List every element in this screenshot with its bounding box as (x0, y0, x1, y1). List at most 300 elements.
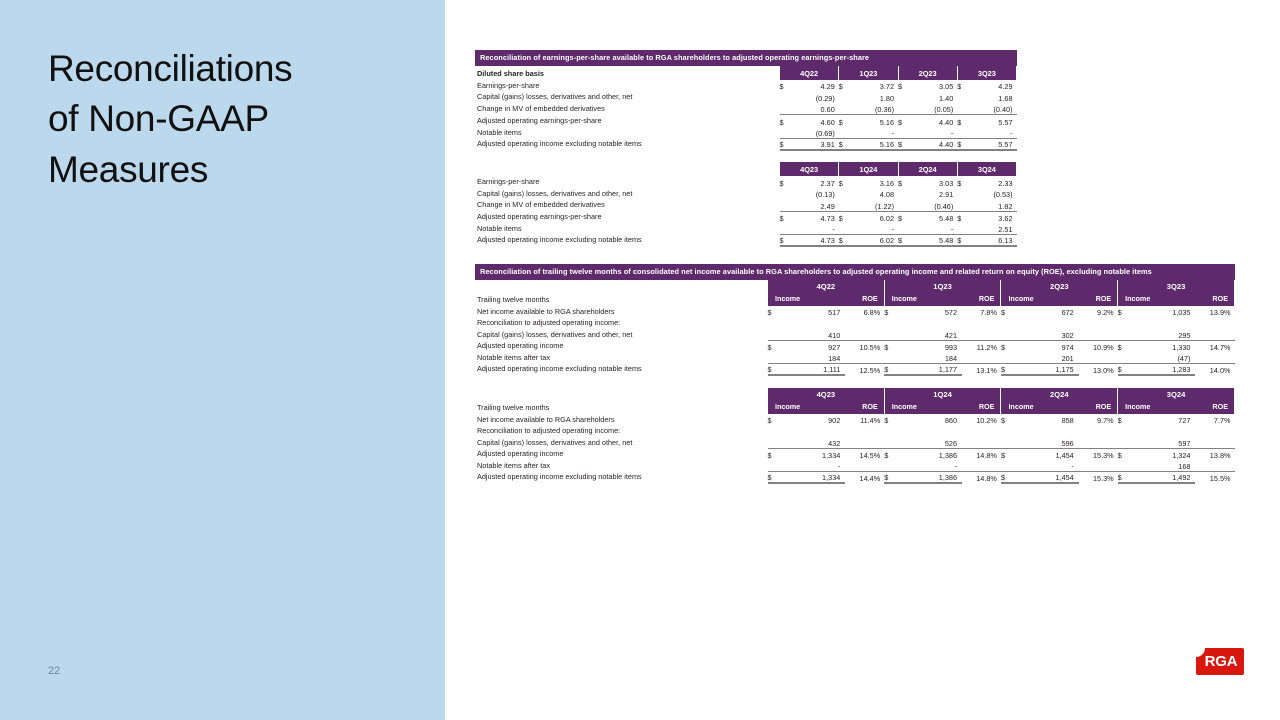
currency-symbol (780, 103, 810, 115)
tables-container (475, 50, 1235, 484)
income-value (923, 425, 962, 437)
roe-value (962, 425, 1001, 437)
cell-value: - (832, 224, 835, 234)
currency-symbol (768, 352, 807, 364)
currency-symbol (768, 437, 807, 449)
income-value: 526 (944, 438, 958, 448)
spacer-cell (475, 388, 768, 401)
table2-subheader-income: Income (1001, 401, 1079, 414)
income-value: 201 (1061, 353, 1074, 363)
table1-column-header: 2Q23 (898, 66, 957, 80)
currency-symbol: $ (780, 115, 810, 127)
roe-value: 15.3% (1079, 471, 1118, 483)
currency-symbol: $ (779, 178, 784, 188)
cell-value: 3.03 (939, 178, 954, 188)
currency-symbol: $ (1117, 308, 1122, 318)
cell-value: 3.16 (879, 178, 894, 188)
cell-value: 4.40 (928, 115, 958, 127)
currency-symbol: $ (1118, 340, 1157, 352)
currency-symbol: $ (838, 178, 843, 188)
income-value (923, 317, 962, 329)
cell-value: (0.36) (874, 105, 894, 115)
row-label: Notable items (477, 127, 522, 137)
cell-value: (0.69) (815, 128, 835, 138)
currency-symbol: $ (1001, 471, 1040, 483)
table1-banner: Reconciliation of earnings-per-share available to RGA shareholders to adjusted operating earnings-per-share (475, 50, 1017, 66)
row-label: Notable items after tax (477, 460, 551, 470)
income-value: 860 (944, 416, 958, 426)
income-value: 927 (806, 340, 845, 352)
table-row (475, 138, 1017, 150)
currency-symbol (768, 329, 807, 341)
currency-symbol: $ (1118, 471, 1157, 483)
currency-symbol: $ (767, 308, 772, 318)
cell-value: 1.40 (939, 94, 954, 104)
income-value: 1,386 (923, 448, 962, 460)
table1-row-header-label (475, 162, 780, 176)
cell-value: 4.60 (809, 115, 839, 127)
title-panel (0, 0, 445, 720)
roe-value (845, 317, 884, 329)
cell-value: - (950, 224, 954, 234)
cell-value: 1.80 (879, 94, 894, 104)
roe-value (845, 460, 884, 472)
currency-symbol: $ (898, 115, 928, 127)
row-label: Net income available to RGA shareholders (477, 306, 615, 316)
roe-value (1195, 317, 1234, 329)
currency-symbol: $ (1001, 448, 1040, 460)
table-row (475, 471, 1235, 483)
cell-value: 5.16 (868, 115, 898, 127)
row-label: Adjusted operating income excluding notable items (477, 364, 642, 374)
income-value: 597 (1178, 438, 1191, 448)
currency-symbol: $ (1001, 340, 1040, 352)
row-label: Capital (gains) losses, derivatives and other, net (477, 329, 633, 339)
cell-value: 3.91 (809, 138, 839, 150)
currency-symbol: $ (1000, 308, 1005, 318)
table2-subheader-roe: ROE (1079, 401, 1118, 414)
currency-symbol: $ (767, 416, 772, 426)
currency-symbol (898, 199, 928, 211)
income-value: 517 (828, 308, 841, 318)
currency-symbol (957, 199, 987, 211)
currency-symbol (780, 223, 810, 235)
currency-symbol (884, 437, 923, 449)
roe-value: 14.4% (845, 471, 884, 483)
currency-symbol (1001, 425, 1040, 437)
income-value: 596 (1061, 438, 1074, 448)
roe-value (1195, 437, 1234, 449)
table-row (475, 414, 1235, 426)
currency-symbol (780, 188, 810, 200)
roe-value: 12.5% (845, 363, 884, 375)
cell-value: (0.40) (993, 105, 1013, 115)
cell-value: 3.72 (879, 82, 894, 92)
income-value: 1,454 (1040, 448, 1079, 460)
table2-subheader-roe: ROE (962, 401, 1001, 414)
roe-value: 14.7% (1195, 340, 1234, 352)
roe-value: 13.0% (1079, 363, 1118, 375)
roe-value (1079, 460, 1118, 472)
roe-value: 15.3% (1079, 448, 1118, 460)
table2-column-header: 4Q22 (768, 280, 885, 293)
roe-value: 13.9% (1209, 308, 1231, 318)
table-row (475, 425, 1235, 437)
income-value: 1,386 (923, 471, 962, 483)
page-title-line-3: Measures (48, 148, 209, 190)
roe-value: 10.2% (976, 416, 997, 426)
roe-value (1195, 352, 1234, 364)
roe-value: 10.5% (845, 340, 884, 352)
table2-subheader-roe: ROE (845, 401, 884, 414)
table2-column-header: 3Q23 (1118, 280, 1235, 293)
table1-header-row (475, 162, 1017, 176)
row-label: Notable items after tax (477, 352, 551, 362)
table2-column-header: 2Q24 (1001, 388, 1118, 401)
row-label: Adjusted operating income excluding notable items (477, 139, 642, 149)
income-value: 902 (828, 416, 841, 426)
currency-symbol: $ (898, 82, 903, 92)
roe-value (962, 317, 1001, 329)
table2-subheader-income: Income (1001, 293, 1079, 306)
table2-row-header-label: Trailing twelve months (477, 403, 550, 413)
income-value (806, 425, 845, 437)
cell-value: (0.13) (815, 190, 835, 200)
currency-symbol (884, 317, 923, 329)
roe-value: 14.5% (845, 448, 884, 460)
currency-symbol: $ (957, 234, 987, 246)
income-value: 858 (1061, 416, 1074, 426)
currency-symbol (839, 91, 869, 103)
cell-value: (0.53) (993, 190, 1013, 200)
currency-symbol (768, 425, 807, 437)
income-value (1157, 425, 1196, 437)
income-value: 672 (1061, 308, 1074, 318)
roe-value (1195, 329, 1234, 341)
income-value: 432 (828, 438, 841, 448)
row-label: Adjusted operating income excluding notable items (477, 472, 642, 482)
currency-symbol: $ (957, 115, 987, 127)
table1-column-header: 3Q24 (957, 162, 1016, 176)
income-value: 302 (1061, 330, 1074, 340)
roe-value (845, 437, 884, 449)
income-value: 1,330 (1157, 340, 1196, 352)
roe-value: 13.8% (1195, 448, 1234, 460)
roe-value: 15.5% (1195, 471, 1234, 483)
page-title (48, 44, 418, 195)
currency-symbol (839, 199, 869, 211)
roe-value (1079, 317, 1118, 329)
table-row (475, 363, 1235, 375)
roe-value (1079, 329, 1118, 341)
roe-value (1195, 460, 1234, 472)
page-title-line-2: of Non-GAAP (48, 98, 269, 140)
row-label: Adjusted operating income (477, 341, 564, 351)
currency-symbol: $ (839, 138, 869, 150)
table1-column-header: 2Q24 (898, 162, 957, 176)
currency-symbol (780, 199, 810, 211)
cell-value: 6.13 (987, 234, 1017, 246)
roe-value (962, 352, 1001, 364)
rga-logo (1196, 648, 1244, 675)
table2-subheader-income: Income (884, 293, 962, 306)
currency-symbol: $ (898, 178, 903, 188)
table-row (475, 127, 1017, 139)
spacer-cell (475, 280, 768, 293)
currency-symbol: $ (884, 308, 889, 318)
cell-value: 1.82 (998, 201, 1013, 211)
income-value: 1,111 (806, 363, 845, 375)
table1-section2 (475, 162, 1017, 247)
cell-value: 3.05 (939, 82, 954, 92)
roe-value: 7.7% (1213, 416, 1231, 426)
table-row (475, 329, 1235, 341)
cell-value: 5.16 (868, 138, 898, 150)
roe-value: 11.2% (962, 340, 1001, 352)
cell-value: 2.51 (998, 224, 1013, 234)
currency-symbol (1118, 352, 1157, 364)
table-row (475, 211, 1017, 223)
currency-symbol: $ (768, 363, 807, 375)
row-label: Change in MV of embedded derivatives (477, 200, 605, 210)
roe-value (1195, 425, 1234, 437)
currency-symbol (1001, 329, 1040, 341)
table2-subheader-income: Income (884, 401, 962, 414)
roe-value (845, 352, 884, 364)
currency-symbol: $ (839, 115, 869, 127)
cell-value: 4.40 (928, 138, 958, 150)
cell-value: 5.48 (928, 211, 958, 223)
currency-symbol: $ (884, 416, 889, 426)
cell-value: (0.46) (934, 201, 954, 211)
table2-column-header: 2Q23 (1001, 280, 1118, 293)
roe-value: 9.7% (1097, 416, 1114, 426)
row-label: Reconciliation to adjusted operating income: (477, 426, 621, 436)
cell-value: - (891, 128, 894, 138)
income-value: 168 (1178, 461, 1191, 471)
table-row (475, 115, 1017, 127)
income-value: (47) (1177, 353, 1191, 363)
income-value (1157, 317, 1196, 329)
table-row (475, 188, 1017, 200)
currency-symbol (1001, 437, 1040, 449)
cell-value: 1.68 (998, 94, 1013, 104)
table2-banner: Reconciliation of trailing twelve months of consolidated net income available to RGA shareholders to adjusted operating income and related return on equity (ROE), excluding notable items (475, 264, 1235, 280)
cell-value: (1.22) (874, 201, 894, 211)
page-title-line-1: Reconciliations (48, 48, 293, 89)
currency-symbol: $ (957, 211, 987, 223)
table1-header-row (475, 66, 1017, 80)
currency-symbol: $ (884, 448, 923, 460)
currency-symbol: $ (1118, 363, 1157, 375)
roe-value: 11.4% (860, 416, 881, 426)
row-label: Earnings-per-share (477, 176, 540, 186)
income-value: 727 (1178, 416, 1191, 426)
income-value: 1,035 (1172, 308, 1191, 318)
table-row (475, 437, 1235, 449)
table2-column-header: 1Q23 (884, 280, 1001, 293)
currency-symbol (1118, 329, 1157, 341)
table2-subheader-income: Income (768, 401, 846, 414)
table-row (475, 103, 1017, 115)
roe-value (1079, 437, 1118, 449)
currency-symbol (1001, 460, 1040, 472)
income-value: 572 (944, 308, 958, 318)
table-row (475, 448, 1235, 460)
table2-section2 (475, 388, 1235, 484)
cell-value: 6.02 (868, 234, 898, 246)
income-value: 1,334 (806, 448, 845, 460)
row-label: Earnings-per-share (477, 80, 540, 90)
currency-symbol (839, 127, 869, 139)
currency-symbol (768, 460, 807, 472)
roe-value (1079, 352, 1118, 364)
table2-row-header-label: Trailing twelve months (477, 295, 550, 305)
table-row (475, 234, 1017, 246)
currency-symbol (898, 103, 928, 115)
income-value: 1,454 (1040, 471, 1079, 483)
roe-value: 13.1% (962, 363, 1001, 375)
table-row (475, 340, 1235, 352)
row-label: Capital (gains) losses, derivatives and other, net (477, 92, 633, 102)
table2-quarter-header-row (475, 388, 1235, 401)
roe-value: 14.8% (962, 471, 1001, 483)
roe-value (962, 437, 1001, 449)
currency-symbol: $ (898, 211, 928, 223)
income-value: 184 (828, 353, 841, 363)
row-label: Adjusted operating income excluding notable items (477, 235, 642, 245)
currency-symbol (839, 223, 869, 235)
currency-symbol: $ (898, 234, 928, 246)
currency-symbol: $ (884, 363, 923, 375)
currency-symbol (898, 91, 928, 103)
currency-symbol (884, 425, 923, 437)
table2-column-header: 4Q23 (768, 388, 885, 401)
income-value (806, 317, 845, 329)
currency-symbol: $ (838, 82, 843, 92)
roe-value: 7.8% (980, 308, 997, 318)
table2-quarter-header-row (475, 280, 1235, 293)
cell-value: - (1010, 128, 1013, 138)
table2-subheader-row (475, 401, 1235, 414)
currency-symbol (884, 460, 923, 472)
currency-symbol (1001, 317, 1040, 329)
table-row (475, 176, 1017, 188)
cell-value: 4.29 (820, 82, 835, 92)
table1-column-header: 4Q22 (780, 66, 839, 80)
currency-symbol: $ (1117, 416, 1122, 426)
income-value: - (954, 461, 958, 471)
table-row (475, 91, 1017, 103)
income-value: 1,175 (1040, 363, 1079, 375)
cell-value: - (950, 128, 954, 138)
roe-value (845, 329, 884, 341)
income-value: 421 (944, 330, 958, 340)
row-label: Capital (gains) losses, derivatives and other, net (477, 188, 633, 198)
currency-symbol: $ (780, 211, 810, 223)
currency-symbol: $ (780, 234, 810, 246)
table2-subheader-roe: ROE (1195, 293, 1234, 306)
currency-symbol (839, 188, 869, 200)
currency-symbol: $ (839, 211, 869, 223)
cell-value: 5.57 (987, 138, 1017, 150)
income-value: 1,334 (806, 471, 845, 483)
currency-symbol: $ (957, 82, 962, 92)
roe-value (962, 460, 1001, 472)
table1-column-header: 1Q24 (839, 162, 898, 176)
income-value: 974 (1040, 340, 1079, 352)
roe-value: 14.0% (1195, 363, 1234, 375)
roe-value (1079, 425, 1118, 437)
table1-row-header-label: Diluted share basis (477, 69, 544, 79)
income-value: 1,324 (1157, 448, 1196, 460)
roe-value: 14.8% (962, 448, 1001, 460)
table2-column-header: 1Q24 (884, 388, 1001, 401)
cell-value: 0.60 (820, 105, 835, 115)
cell-value: 4.08 (879, 190, 894, 200)
currency-symbol: $ (957, 138, 987, 150)
currency-symbol: $ (1118, 448, 1157, 460)
row-label: Change in MV of embedded derivatives (477, 104, 605, 114)
table2-subheader-income: Income (1118, 401, 1196, 414)
currency-symbol: $ (768, 448, 807, 460)
income-value: 184 (944, 353, 958, 363)
row-label: Adjusted operating earnings-per-share (477, 115, 602, 125)
income-value: 1,177 (923, 363, 962, 375)
currency-symbol: $ (779, 82, 784, 92)
roe-value (962, 329, 1001, 341)
table1-column-header: 1Q23 (839, 66, 898, 80)
cell-value: 4.73 (809, 211, 839, 223)
currency-symbol (898, 223, 928, 235)
table2-subheader-roe: ROE (962, 293, 1001, 306)
table-row (475, 460, 1235, 472)
table-row (475, 352, 1235, 364)
cell-value: 2.37 (820, 178, 835, 188)
income-value: - (1071, 461, 1074, 471)
cell-value: - (891, 224, 894, 234)
currency-symbol: $ (1001, 363, 1040, 375)
currency-symbol (957, 188, 987, 200)
currency-symbol (780, 127, 810, 139)
table1-column-header: 4Q23 (780, 162, 839, 176)
row-label: Adjusted operating income (477, 449, 564, 459)
income-value: 1,283 (1157, 363, 1196, 375)
currency-symbol: $ (768, 340, 807, 352)
income-value (1040, 317, 1079, 329)
table2-subheader-roe: ROE (1195, 401, 1234, 414)
currency-symbol (898, 127, 928, 139)
cell-value: (0.29) (815, 94, 835, 104)
currency-symbol (884, 329, 923, 341)
roe-value: 6.8% (863, 308, 881, 318)
currency-symbol (957, 103, 987, 115)
cell-value: 4.29 (998, 82, 1013, 92)
currency-symbol (884, 352, 923, 364)
roe-value (845, 425, 884, 437)
currency-symbol: $ (839, 234, 869, 246)
table-row (475, 80, 1017, 92)
cell-value: 2.91 (939, 190, 954, 200)
table1-column-header: 3Q23 (957, 66, 1016, 80)
cell-value: 4.73 (809, 234, 839, 246)
roe-value: 9.2% (1097, 308, 1114, 318)
income-value: 410 (828, 330, 841, 340)
table2-subheader-roe: ROE (1079, 293, 1118, 306)
currency-symbol: $ (884, 471, 923, 483)
currency-symbol: $ (884, 340, 923, 352)
income-value: 295 (1178, 330, 1191, 340)
